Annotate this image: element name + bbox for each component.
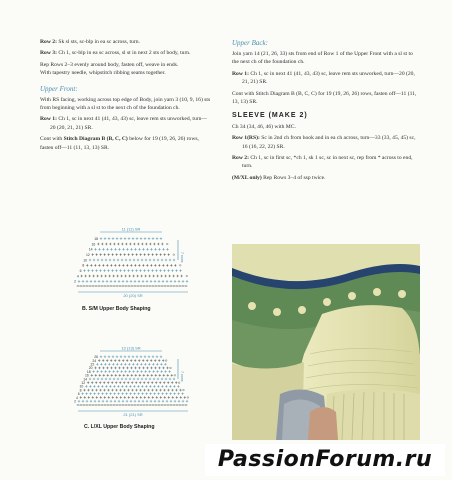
diagram-c-row-number: 12 [81,380,86,385]
diagram-c-row-number: 10 [79,384,84,389]
stitch-diagram-b [66,226,196,300]
diagram-b-side-label: 7 rows [180,252,184,263]
diagram-c-bottom-label: 21 (21) SR [123,412,143,417]
left-column [40,38,212,155]
diagram-c-row-number: 20 [88,366,93,371]
diagram-b-row-number: 16 [91,242,96,247]
diagram-c-row-number: 22 [90,362,95,367]
stitch-diagram-c [66,345,196,419]
diagram-c-caption: C. L/XL Upper Body Shaping [84,424,155,430]
sleeve-row1: Row 1(RS): Sc in 2nd ch from hook and in ea ch across, turn—33 (33, 45, 45) sc, 16 (16, 22, 22) SR. [232,135,416,150]
left-row2: Row 2: Sk sl sts, sc-blp in ea sc across, turn. [40,39,140,45]
diagram-c-row-number: 6 [77,392,80,397]
upper-front-heading: Upper Front: [40,84,78,93]
left-row3: Row 3: Ch 1, sc-blp in ea sc across, sl st in next 2 sts of body, turn. [40,50,191,57]
stitch-diagram-c-svg [66,345,196,419]
diagram-c-row-number: 16 [85,373,89,378]
diagram-b-row-number: 6 [79,268,82,273]
diagram-c-row-number: 4 [75,395,78,400]
upper-back-cont: Cont with Stitch Diagram B (B, C, C) for 19 (19, 26, 26) rows, fasten off—11 (11, 13, 13) SR. [232,90,417,106]
diagram-b-bottom-label: 20 (20) SR [123,293,143,298]
diagram-c-row-number: 14 [83,377,87,382]
stitch-diagram-b-svg [66,226,196,300]
diagram-c-row-number: 8 [79,388,82,393]
sleeve-mxl: (M/XL only) Rep Rows 3–4 of ssp twice. [232,174,326,181]
diagram-c-row-number: 26 [94,355,98,360]
diagram-b-top-label: 11 (11) SR [121,226,141,232]
upper-front-row1: Row 1: Ch 1, sc in next 41 (41, 43, 43) sc, leave rem sts unworked, turn—20 (20, 21, 21) SR. [40,116,208,131]
right-column [232,38,420,185]
diagram-b-row-number: 12 [85,252,90,257]
diagram-b-row-number: 4 [76,274,79,279]
sweater-photo [232,244,420,440]
diagram-b-caption: B. S/M Upper Body Shaping [82,306,151,312]
forum-watermark [205,444,445,476]
watermark-text: PassionForum.ru [217,447,433,472]
diagram-c-row-number: 18 [86,369,91,374]
diagram-c-row-number: 24 [92,358,97,363]
diagram-b-row-number: 2 [74,279,76,284]
upper-back-row1: Row 1: Ch 1, sc in next 41 (41, 43, 43) sc, leave rem sts unworked, turn—20 (20, 21, 21) SR. [232,70,415,86]
tapestry-instruction: With tapestry needle, whipstitch ribbing seams together. [40,70,166,77]
diagram-b-row-number: 10 [83,258,87,263]
diagram-b-row-number: 8 [82,263,85,268]
sweater-illustration [232,244,420,440]
diagram-b-row-number: 14 [88,247,93,252]
diagram-c-top-label: 13 (13) SR [121,345,141,351]
diagram-c-row-number: 2 [74,399,76,404]
diagram-b-row-number: 18 [94,236,98,241]
diagram-c-side-label: 7 rows [180,371,184,382]
upper-front-cont: Cont with Stitch Diagram B (B, C, C) below for 19 (19, 26, 26) rows, fasten off—11 (11, 13, 13) SR. [40,136,199,151]
sleeve-row2: Row 2: Ch 1, sc in first sc, *ch 1, sk 1 sc, sc in next sc, rep from * across to end, turn. [232,155,413,170]
rep-instruction: Rep Rows 2–3 evenly around body, fasten off, weave in ends. [40,61,179,68]
upper-back-intro: Join yarn 14 (21, 26, 33) sts from end of Row 1 of the Upper Front with a sl st to the next ch of the foundation ch. [232,51,413,66]
sleeve-heading: SLEEVE (MAKE 2) [232,112,308,120]
sleeve-ch: Ch 34 (34, 46, 46) with MC. [232,123,296,130]
upper-front-intro: With RS facing, working across top edge of Body, join yarn 3 (10, 9, 16) sts from beginning with a sl st to the next ch of the foundation ch. [40,96,211,112]
upper-back-heading: Upper Back: [232,39,268,47]
